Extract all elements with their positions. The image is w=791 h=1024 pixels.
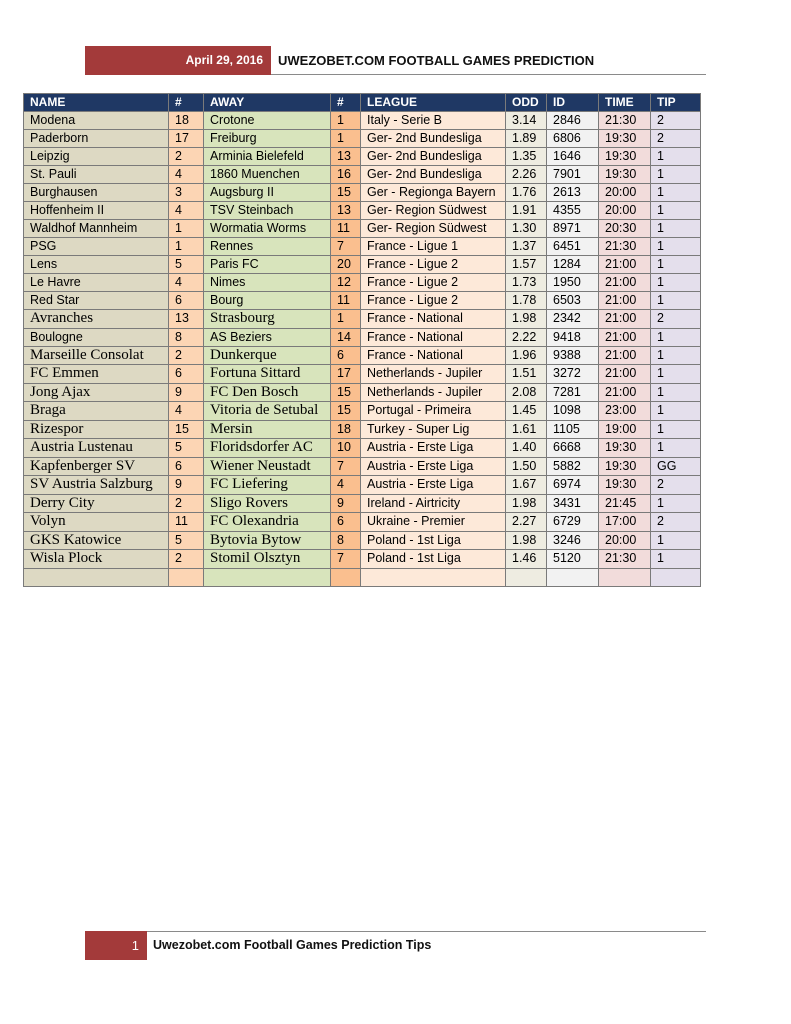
cell-league: Italy - Serie B bbox=[361, 112, 506, 130]
cell-home-rank: 17 bbox=[169, 130, 204, 148]
cell-away-team: TSV Steinbach bbox=[204, 202, 331, 220]
cell-tip: 1 bbox=[651, 148, 701, 166]
cell-tip: 1 bbox=[651, 531, 701, 550]
cell-league: Poland - 1st Liga bbox=[361, 550, 506, 569]
cell-tip: GG bbox=[651, 457, 701, 476]
cell-home-team: Kapfenberger SV bbox=[24, 457, 169, 476]
col-header-league: LEAGUE bbox=[361, 94, 506, 112]
table-row bbox=[24, 310, 701, 329]
cell-home-team: Modena bbox=[24, 112, 169, 130]
cell-home-team: Red Star bbox=[24, 292, 169, 310]
cell-away-team: Mersin bbox=[204, 420, 331, 439]
cell-home-team: Derry City bbox=[24, 494, 169, 513]
cell-kickoff-time: 19:30 bbox=[599, 457, 651, 476]
cell-match-id: 5882 bbox=[547, 457, 599, 476]
cell-home-team: Lens bbox=[24, 256, 169, 274]
col-header-time: TIME bbox=[599, 94, 651, 112]
cell-league: France - Ligue 2 bbox=[361, 256, 506, 274]
cell-home-rank: 9 bbox=[169, 476, 204, 495]
cell-tip: 1 bbox=[651, 402, 701, 421]
cell-away-team: Sligo Rovers bbox=[204, 494, 331, 513]
cell-odd: 1.57 bbox=[506, 256, 547, 274]
cell-odd: 1.46 bbox=[506, 550, 547, 569]
cell-odd: 1.98 bbox=[506, 531, 547, 550]
cell-away-rank: 15 bbox=[331, 184, 361, 202]
cell-home-rank: 13 bbox=[169, 310, 204, 329]
cell-home-team: GKS Katowice bbox=[24, 531, 169, 550]
cell-away-team: Rennes bbox=[204, 238, 331, 256]
cell-away-rank: 7 bbox=[331, 550, 361, 569]
cell-tip: 1 bbox=[651, 439, 701, 458]
cell-odd: 1.40 bbox=[506, 439, 547, 458]
cell-odd: 1.98 bbox=[506, 494, 547, 513]
cell-away-rank: 17 bbox=[331, 365, 361, 384]
cell-away-team: FC Den Bosch bbox=[204, 383, 331, 402]
cell-away-rank: 11 bbox=[331, 220, 361, 238]
predictions-table bbox=[23, 93, 701, 587]
cell-away-team: Floridsdorfer AC bbox=[204, 439, 331, 458]
table-row bbox=[24, 439, 701, 458]
cell-league: Ger- 2nd Bundesliga bbox=[361, 130, 506, 148]
cell-home-team: Rizespor bbox=[24, 420, 169, 439]
cell-home-rank: 2 bbox=[169, 494, 204, 513]
cell-away-team: Crotone bbox=[204, 112, 331, 130]
cell-kickoff-time: 21:00 bbox=[599, 383, 651, 402]
cell-kickoff-time: 20:00 bbox=[599, 184, 651, 202]
cell-odd: 2.26 bbox=[506, 166, 547, 184]
cell-tip: 2 bbox=[651, 310, 701, 329]
cell-away-team: Vitoria de Setubal bbox=[204, 402, 331, 421]
cell-match-id: 1284 bbox=[547, 256, 599, 274]
cell-away-rank: 10 bbox=[331, 439, 361, 458]
table-row bbox=[24, 494, 701, 513]
cell-kickoff-time: 20:30 bbox=[599, 220, 651, 238]
cell-odd: 1.30 bbox=[506, 220, 547, 238]
cell-kickoff-time: 21:45 bbox=[599, 494, 651, 513]
table-row bbox=[24, 220, 701, 238]
cell-away-team: Dunkerque bbox=[204, 346, 331, 365]
cell-kickoff-time: 21:00 bbox=[599, 310, 651, 329]
cell-home-rank: 6 bbox=[169, 457, 204, 476]
cell-league: France - National bbox=[361, 310, 506, 329]
col-header-away: AWAY bbox=[204, 94, 331, 112]
cell-league: Ger - Regionga Bayern bbox=[361, 184, 506, 202]
cell-match-id: 2846 bbox=[547, 112, 599, 130]
cell-away-rank: 13 bbox=[331, 202, 361, 220]
cell-away-team: AS Beziers bbox=[204, 328, 331, 346]
table-row bbox=[24, 346, 701, 365]
cell-league: Portugal - Primeira bbox=[361, 402, 506, 421]
cell-league: Ger- Region Südwest bbox=[361, 202, 506, 220]
cell-home-rank: 1 bbox=[169, 220, 204, 238]
cell-away-rank: 8 bbox=[331, 531, 361, 550]
cell-league: Ireland - Airtricity bbox=[361, 494, 506, 513]
cell-home-team: Austria Lustenau bbox=[24, 439, 169, 458]
cell-match-id: 6503 bbox=[547, 292, 599, 310]
cell-odd: 3.14 bbox=[506, 112, 547, 130]
cell-kickoff-time: 21:00 bbox=[599, 256, 651, 274]
header-date: April 29, 2016 bbox=[85, 46, 271, 75]
cell-tip: 1 bbox=[651, 274, 701, 292]
cell-odd: 1.61 bbox=[506, 420, 547, 439]
cell-match-id: 9388 bbox=[547, 346, 599, 365]
cell-match-id: 6974 bbox=[547, 476, 599, 495]
cell-away-rank: 15 bbox=[331, 383, 361, 402]
cell-home-rank: 4 bbox=[169, 202, 204, 220]
cell-kickoff-time: 21:30 bbox=[599, 550, 651, 569]
table-row bbox=[24, 328, 701, 346]
cell-tip: 2 bbox=[651, 476, 701, 495]
cell-odd: 1.76 bbox=[506, 184, 547, 202]
table-body bbox=[24, 112, 701, 587]
cell-kickoff-time: 21:00 bbox=[599, 274, 651, 292]
cell-league: France - National bbox=[361, 328, 506, 346]
cell-away-rank: 7 bbox=[331, 238, 361, 256]
cell-kickoff-time: 19:30 bbox=[599, 148, 651, 166]
cell-match-id: 3272 bbox=[547, 365, 599, 384]
cell-league: Netherlands - Jupiler bbox=[361, 365, 506, 384]
cell-match-id: 1105 bbox=[547, 420, 599, 439]
cell-away-team: Nimes bbox=[204, 274, 331, 292]
table-row bbox=[24, 402, 701, 421]
cell-away-rank: 6 bbox=[331, 346, 361, 365]
cell-league: Ger- 2nd Bundesliga bbox=[361, 166, 506, 184]
cell-tip: 1 bbox=[651, 494, 701, 513]
cell-tip: 1 bbox=[651, 184, 701, 202]
cell-odd: 1.98 bbox=[506, 310, 547, 329]
cell-home-rank: 5 bbox=[169, 256, 204, 274]
cell-away-team: Stomil Olsztyn bbox=[204, 550, 331, 569]
cell-home-rank: 1 bbox=[169, 238, 204, 256]
cell-odd: 1.73 bbox=[506, 274, 547, 292]
cell-odd: 1.96 bbox=[506, 346, 547, 365]
cell-tip: 1 bbox=[651, 256, 701, 274]
cell-odd: 1.91 bbox=[506, 202, 547, 220]
table-row bbox=[24, 420, 701, 439]
empty-cell bbox=[599, 568, 651, 586]
col-header-id: ID bbox=[547, 94, 599, 112]
cell-league: Ukraine - Premier bbox=[361, 513, 506, 532]
cell-league: France - Ligue 2 bbox=[361, 274, 506, 292]
header-title: UWEZOBET.COM FOOTBALL GAMES PREDICTION bbox=[278, 53, 595, 68]
col-header-name: NAME bbox=[24, 94, 169, 112]
cell-home-team: Avranches bbox=[24, 310, 169, 329]
cell-league: Austria - Erste Liga bbox=[361, 476, 506, 495]
cell-match-id: 2613 bbox=[547, 184, 599, 202]
cell-away-team: Strasbourg bbox=[204, 310, 331, 329]
cell-odd: 1.51 bbox=[506, 365, 547, 384]
cell-league: Netherlands - Jupiler bbox=[361, 383, 506, 402]
cell-away-rank: 15 bbox=[331, 402, 361, 421]
cell-tip: 1 bbox=[651, 328, 701, 346]
col-header-odd: ODD bbox=[506, 94, 547, 112]
header-divider bbox=[271, 74, 706, 75]
empty-cell bbox=[361, 568, 506, 586]
cell-match-id: 2342 bbox=[547, 310, 599, 329]
table-row bbox=[24, 166, 701, 184]
cell-match-id: 6668 bbox=[547, 439, 599, 458]
cell-tip: 2 bbox=[651, 513, 701, 532]
cell-kickoff-time: 23:00 bbox=[599, 402, 651, 421]
cell-home-rank: 4 bbox=[169, 166, 204, 184]
cell-home-team: Leipzig bbox=[24, 148, 169, 166]
table-row bbox=[24, 550, 701, 569]
cell-home-team: Paderborn bbox=[24, 130, 169, 148]
cell-away-rank: 13 bbox=[331, 148, 361, 166]
page-footer bbox=[85, 931, 706, 960]
cell-league: Ger- 2nd Bundesliga bbox=[361, 148, 506, 166]
cell-tip: 1 bbox=[651, 238, 701, 256]
cell-match-id: 1646 bbox=[547, 148, 599, 166]
cell-home-rank: 2 bbox=[169, 346, 204, 365]
cell-home-rank: 4 bbox=[169, 402, 204, 421]
table-row bbox=[24, 457, 701, 476]
cell-away-team: Augsburg II bbox=[204, 184, 331, 202]
cell-tip: 1 bbox=[651, 383, 701, 402]
cell-away-team: Freiburg bbox=[204, 130, 331, 148]
cell-away-rank: 4 bbox=[331, 476, 361, 495]
cell-away-team: Wormatia Worms bbox=[204, 220, 331, 238]
footer-text: Uwezobet.com Football Games Prediction Tips bbox=[153, 938, 432, 952]
cell-odd: 1.67 bbox=[506, 476, 547, 495]
cell-tip: 1 bbox=[651, 292, 701, 310]
cell-home-rank: 6 bbox=[169, 292, 204, 310]
cell-tip: 1 bbox=[651, 365, 701, 384]
table-row bbox=[24, 238, 701, 256]
cell-league: Poland - 1st Liga bbox=[361, 531, 506, 550]
cell-kickoff-time: 21:00 bbox=[599, 328, 651, 346]
cell-away-rank: 6 bbox=[331, 513, 361, 532]
cell-tip: 1 bbox=[651, 202, 701, 220]
table-row bbox=[24, 274, 701, 292]
col-header-tip: TIP bbox=[651, 94, 701, 112]
cell-odd: 1.89 bbox=[506, 130, 547, 148]
cell-league: Austria - Erste Liga bbox=[361, 457, 506, 476]
cell-home-team: Boulogne bbox=[24, 328, 169, 346]
cell-home-rank: 4 bbox=[169, 274, 204, 292]
cell-kickoff-time: 19:30 bbox=[599, 130, 651, 148]
empty-cell bbox=[169, 568, 204, 586]
cell-odd: 2.08 bbox=[506, 383, 547, 402]
table-row bbox=[24, 202, 701, 220]
cell-home-team: Volyn bbox=[24, 513, 169, 532]
cell-match-id: 8971 bbox=[547, 220, 599, 238]
cell-odd: 1.35 bbox=[506, 148, 547, 166]
cell-home-rank: 15 bbox=[169, 420, 204, 439]
cell-away-rank: 7 bbox=[331, 457, 361, 476]
cell-away-team: Arminia Bielefeld bbox=[204, 148, 331, 166]
cell-match-id: 9418 bbox=[547, 328, 599, 346]
cell-kickoff-time: 21:00 bbox=[599, 365, 651, 384]
empty-cell bbox=[204, 568, 331, 586]
cell-home-team: Le Havre bbox=[24, 274, 169, 292]
cell-league: France - National bbox=[361, 346, 506, 365]
cell-odd: 1.78 bbox=[506, 292, 547, 310]
empty-cell bbox=[24, 568, 169, 586]
cell-kickoff-time: 21:00 bbox=[599, 346, 651, 365]
cell-league: Austria - Erste Liga bbox=[361, 439, 506, 458]
cell-match-id: 5120 bbox=[547, 550, 599, 569]
cell-home-team: Jong Ajax bbox=[24, 383, 169, 402]
cell-home-team: Wisla Plock bbox=[24, 550, 169, 569]
cell-odd: 1.45 bbox=[506, 402, 547, 421]
cell-kickoff-time: 21:30 bbox=[599, 112, 651, 130]
empty-row bbox=[24, 568, 701, 586]
cell-kickoff-time: 19:00 bbox=[599, 420, 651, 439]
cell-league: France - Ligue 2 bbox=[361, 292, 506, 310]
cell-match-id: 7901 bbox=[547, 166, 599, 184]
cell-home-team: PSG bbox=[24, 238, 169, 256]
empty-cell bbox=[506, 568, 547, 586]
table-row bbox=[24, 476, 701, 495]
cell-away-team: FC Liefering bbox=[204, 476, 331, 495]
cell-kickoff-time: 19:30 bbox=[599, 166, 651, 184]
cell-home-team: Waldhof Mannheim bbox=[24, 220, 169, 238]
cell-tip: 2 bbox=[651, 130, 701, 148]
empty-cell bbox=[651, 568, 701, 586]
cell-league: France - Ligue 1 bbox=[361, 238, 506, 256]
cell-match-id: 6729 bbox=[547, 513, 599, 532]
cell-home-rank: 18 bbox=[169, 112, 204, 130]
cell-home-rank: 8 bbox=[169, 328, 204, 346]
cell-home-team: Braga bbox=[24, 402, 169, 421]
cell-league: Ger- Region Südwest bbox=[361, 220, 506, 238]
cell-away-rank: 9 bbox=[331, 494, 361, 513]
empty-cell bbox=[331, 568, 361, 586]
table-row bbox=[24, 292, 701, 310]
cell-kickoff-time: 21:30 bbox=[599, 238, 651, 256]
cell-odd: 2.27 bbox=[506, 513, 547, 532]
cell-match-id: 6451 bbox=[547, 238, 599, 256]
cell-away-rank: 18 bbox=[331, 420, 361, 439]
cell-home-rank: 3 bbox=[169, 184, 204, 202]
cell-away-rank: 1 bbox=[331, 130, 361, 148]
cell-tip: 1 bbox=[651, 420, 701, 439]
cell-kickoff-time: 19:30 bbox=[599, 476, 651, 495]
cell-tip: 1 bbox=[651, 550, 701, 569]
table-row bbox=[24, 256, 701, 274]
table-row bbox=[24, 365, 701, 384]
cell-home-team: St. Pauli bbox=[24, 166, 169, 184]
cell-away-team: Wiener Neustadt bbox=[204, 457, 331, 476]
cell-away-rank: 14 bbox=[331, 328, 361, 346]
cell-odd: 1.50 bbox=[506, 457, 547, 476]
col-header-away-rank: # bbox=[331, 94, 361, 112]
cell-away-rank: 16 bbox=[331, 166, 361, 184]
cell-home-rank: 5 bbox=[169, 439, 204, 458]
cell-match-id: 4355 bbox=[547, 202, 599, 220]
table-row bbox=[24, 383, 701, 402]
cell-home-rank: 6 bbox=[169, 365, 204, 384]
empty-cell bbox=[547, 568, 599, 586]
cell-odd: 2.22 bbox=[506, 328, 547, 346]
cell-kickoff-time: 17:00 bbox=[599, 513, 651, 532]
cell-odd: 1.37 bbox=[506, 238, 547, 256]
cell-home-rank: 2 bbox=[169, 550, 204, 569]
cell-kickoff-time: 20:00 bbox=[599, 202, 651, 220]
table-header-row bbox=[24, 94, 701, 112]
table-row bbox=[24, 148, 701, 166]
cell-match-id: 3246 bbox=[547, 531, 599, 550]
cell-away-rank: 11 bbox=[331, 292, 361, 310]
cell-match-id: 6806 bbox=[547, 130, 599, 148]
table-row bbox=[24, 513, 701, 532]
table-row bbox=[24, 130, 701, 148]
cell-home-rank: 2 bbox=[169, 148, 204, 166]
cell-match-id: 7281 bbox=[547, 383, 599, 402]
cell-league: Turkey - Super Lig bbox=[361, 420, 506, 439]
cell-home-team: FC Emmen bbox=[24, 365, 169, 384]
cell-away-team: FC Olexandria bbox=[204, 513, 331, 532]
cell-home-team: SV Austria Salzburg bbox=[24, 476, 169, 495]
cell-home-rank: 9 bbox=[169, 383, 204, 402]
cell-away-rank: 12 bbox=[331, 274, 361, 292]
cell-away-rank: 1 bbox=[331, 310, 361, 329]
cell-away-team: Bytovia Bytow bbox=[204, 531, 331, 550]
cell-tip: 2 bbox=[651, 112, 701, 130]
cell-match-id: 3431 bbox=[547, 494, 599, 513]
cell-kickoff-time: 20:00 bbox=[599, 531, 651, 550]
cell-tip: 1 bbox=[651, 166, 701, 184]
cell-tip: 1 bbox=[651, 346, 701, 365]
table-row bbox=[24, 112, 701, 130]
table-row bbox=[24, 184, 701, 202]
cell-away-team: Fortuna Sittard bbox=[204, 365, 331, 384]
cell-home-rank: 5 bbox=[169, 531, 204, 550]
table-row bbox=[24, 531, 701, 550]
cell-away-team: 1860 Muenchen bbox=[204, 166, 331, 184]
cell-home-rank: 11 bbox=[169, 513, 204, 532]
cell-match-id: 1950 bbox=[547, 274, 599, 292]
cell-home-team: Marseille Consolat bbox=[24, 346, 169, 365]
cell-kickoff-time: 19:30 bbox=[599, 439, 651, 458]
page-header bbox=[85, 46, 706, 75]
cell-away-rank: 1 bbox=[331, 112, 361, 130]
cell-kickoff-time: 21:00 bbox=[599, 292, 651, 310]
col-header-home-rank: # bbox=[169, 94, 204, 112]
cell-tip: 1 bbox=[651, 220, 701, 238]
cell-away-team: Paris FC bbox=[204, 256, 331, 274]
cell-home-team: Burghausen bbox=[24, 184, 169, 202]
cell-match-id: 1098 bbox=[547, 402, 599, 421]
cell-home-team: Hoffenheim II bbox=[24, 202, 169, 220]
cell-away-team: Bourg bbox=[204, 292, 331, 310]
cell-away-rank: 20 bbox=[331, 256, 361, 274]
footer-page-number: 1 bbox=[85, 931, 147, 960]
